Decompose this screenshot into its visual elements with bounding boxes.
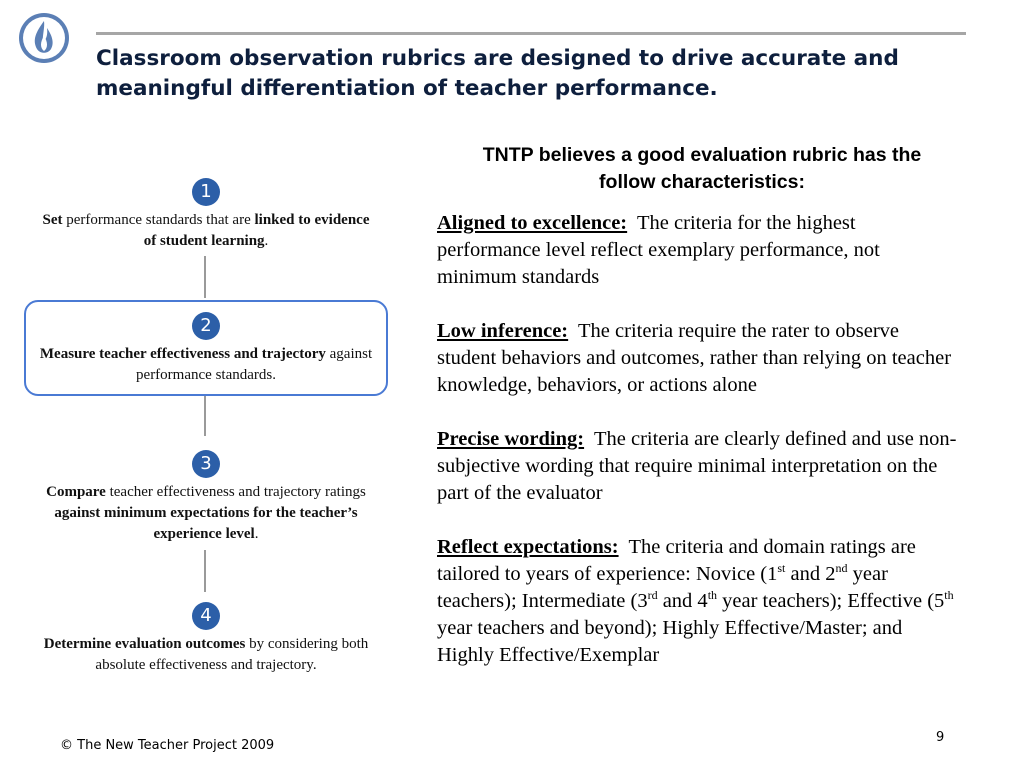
step-2-highlight-box	[24, 300, 388, 396]
criterion-text-part: The criteria and domain ratings are tailored to years of experience: Novice (1	[437, 536, 916, 585]
criterion-text-part: year teachers); Intermediate (3	[437, 563, 888, 612]
step-4	[24, 602, 388, 676]
criterion-low-inference	[437, 318, 957, 399]
characteristics-heading-line-2: follow characteristics:	[599, 171, 805, 193]
step-number-1: 1	[192, 178, 220, 206]
characteristics-heading	[437, 142, 967, 196]
step-1	[24, 178, 388, 252]
criterion-label: Aligned to excellence:	[437, 212, 628, 234]
connector-1-2	[204, 256, 206, 298]
criterion-text-part: and 4	[657, 590, 708, 612]
criterion-text-part: year teachers); Effective (5	[717, 590, 945, 612]
criterion-text: The criteria require the rater to observe student behaviors and outcomes, rather than relying on teacher knowledge, behaviors, or actions alone	[437, 320, 952, 396]
step-number-2: 2	[192, 312, 220, 340]
header-rule	[96, 32, 966, 35]
step-3-text: teacher effectiveness and trajectory ratings	[105, 484, 366, 500]
step-3-end: .	[254, 526, 259, 542]
ordinal-suffix: rd	[647, 588, 658, 603]
step-4-text: by considering both absolute effectiveness and trajectory.	[95, 636, 369, 673]
step-4-lead: Determine evaluation outcomes	[43, 636, 246, 652]
connector-3-4	[204, 550, 206, 592]
step-3	[24, 450, 388, 545]
process-flow	[24, 172, 388, 712]
ordinal-suffix: th	[944, 588, 954, 603]
criterion-text: The criteria are clearly defined and use non-subjective wording that require minimal interpretation on the part of the evaluator	[437, 428, 957, 504]
step-3-lead: Compare	[46, 484, 106, 500]
flame-icon	[18, 12, 70, 64]
step-3-emphasis: against minimum expectations for the teacher’s experience level	[54, 505, 358, 542]
criterion-text: The criteria for the highest performance level reflect exemplary performance, not minimum standards	[437, 212, 880, 288]
step-1-text: performance standards that are	[62, 212, 255, 228]
step-1-emphasis: linked to evidence of student learning	[143, 212, 370, 249]
step-2-lead: Measure teacher effectiveness and trajectory	[39, 346, 326, 362]
step-1-end: .	[264, 233, 269, 249]
criterion-precise-wording	[437, 426, 957, 507]
step-number-3: 3	[192, 450, 220, 478]
title-line-2: meaningful differentiation of teacher performance.	[96, 76, 718, 101]
criterion-label: Precise wording:	[437, 428, 585, 450]
criterion-text-part: year teachers and beyond); Highly Effective/Master; and Highly Effective/Exemplar	[437, 617, 903, 666]
title-line-1: Classroom observation rubrics are designed to drive accurate and	[96, 46, 899, 71]
page-title	[96, 44, 976, 104]
characteristics-heading-line-1: TNTP believes a good evaluation rubric has the	[482, 144, 922, 166]
step-1-lead: Set	[42, 212, 63, 228]
criterion-label: Low inference:	[437, 320, 569, 342]
page-number: 9	[936, 730, 945, 745]
criterion-reflect-expectations	[437, 534, 957, 669]
ordinal-suffix: th	[707, 588, 718, 603]
characteristics-panel	[437, 142, 967, 696]
criterion-aligned-to-excellence	[437, 210, 957, 291]
ordinal-suffix: nd	[835, 561, 848, 576]
ordinal-suffix: st	[777, 561, 786, 576]
step-number-4: 4	[192, 602, 220, 630]
step-2-text: against performance standards.	[136, 346, 373, 383]
copyright-footer: © The New Teacher Project 2009	[60, 738, 275, 753]
connector-2-3	[204, 394, 206, 436]
criterion-label: Reflect expectations:	[437, 536, 619, 558]
criterion-text-part: and 2	[785, 563, 836, 585]
